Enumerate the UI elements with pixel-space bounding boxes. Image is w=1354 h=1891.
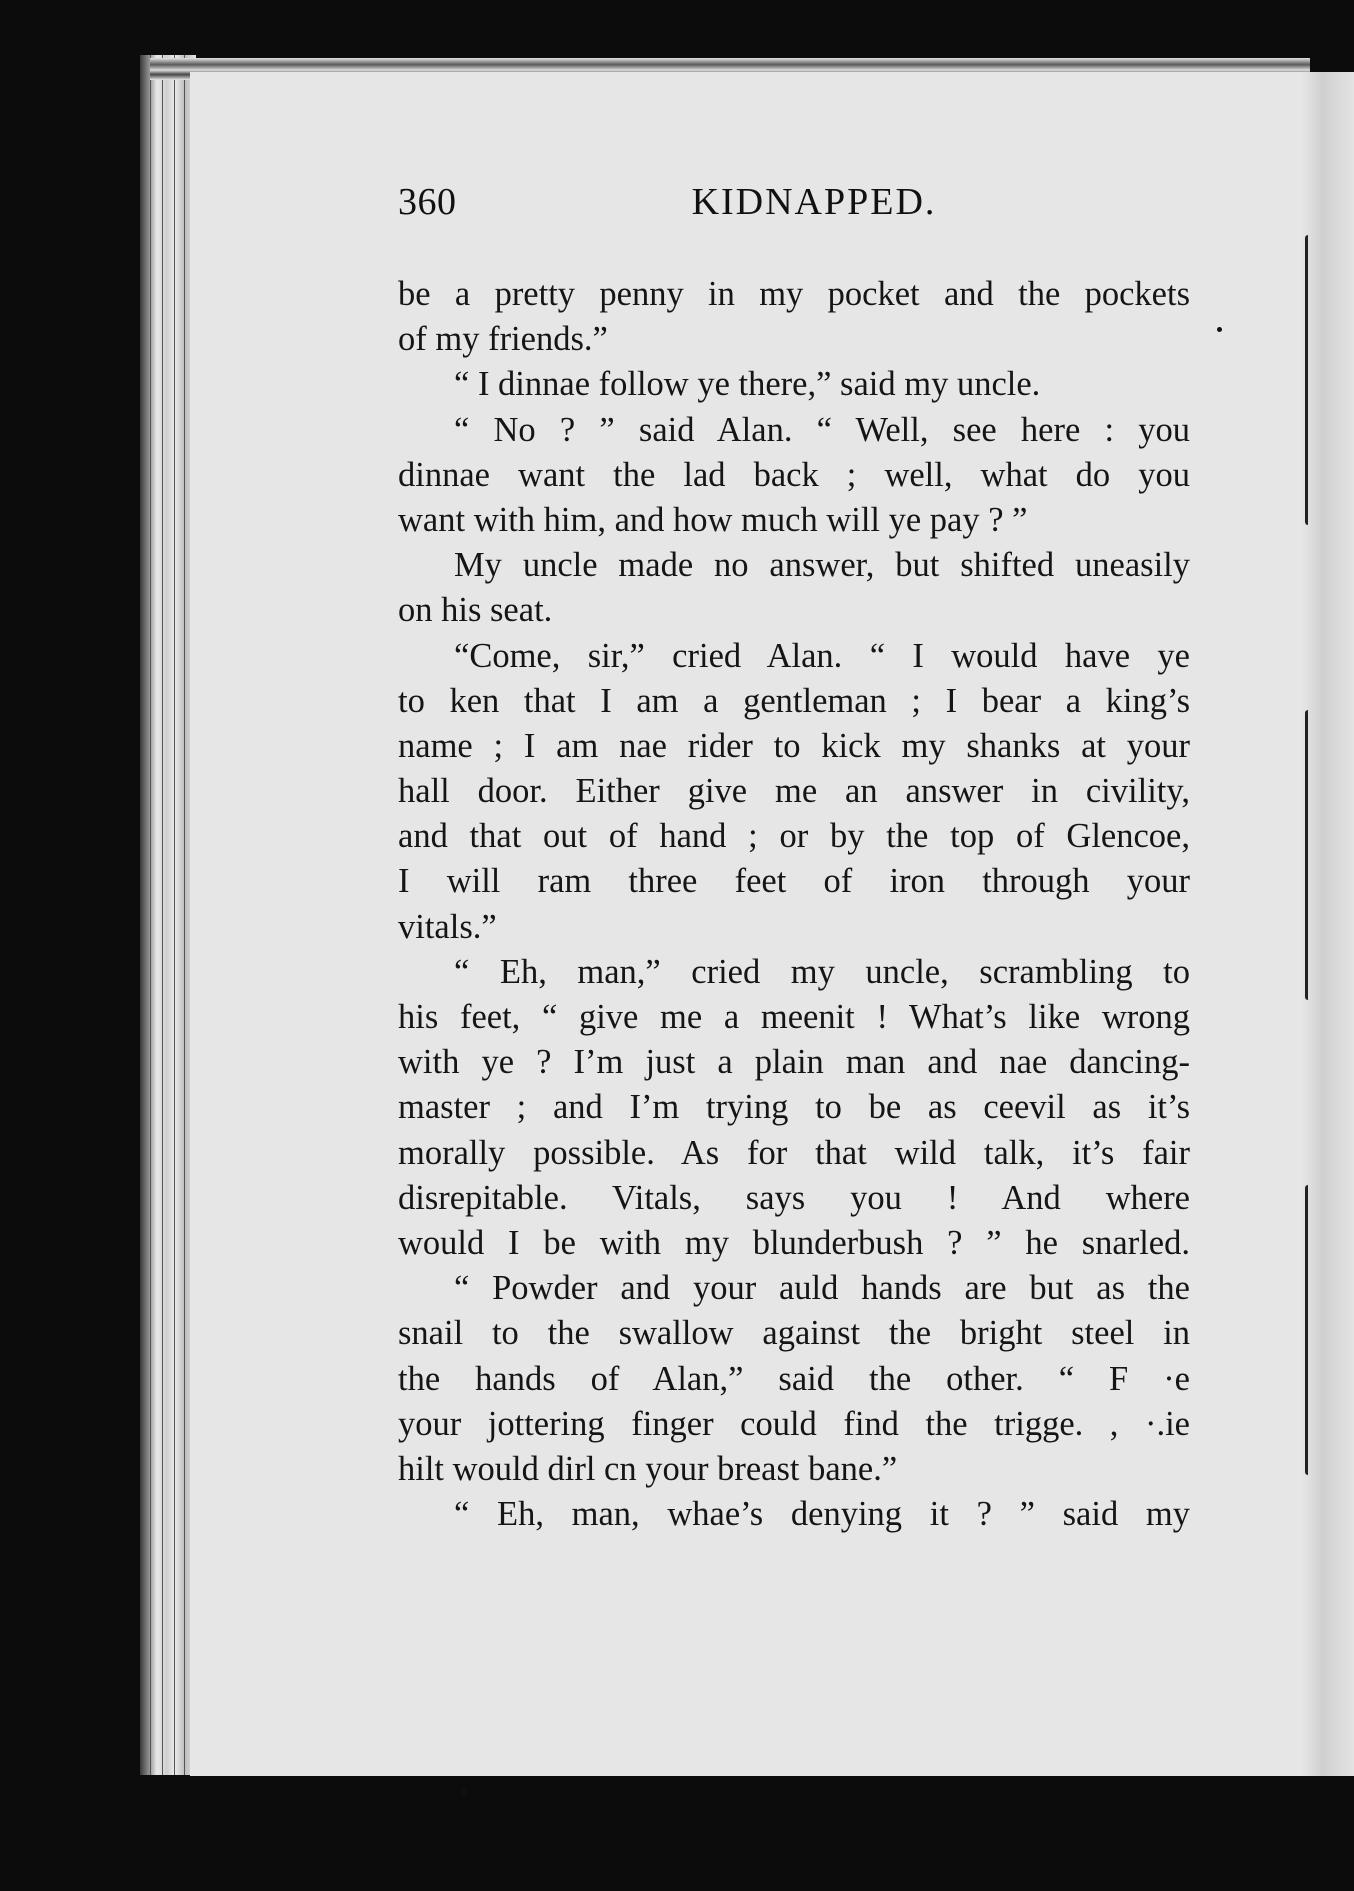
- text-line: of my friends.”: [398, 320, 608, 359]
- page-number: 360: [398, 181, 457, 223]
- text-line: want with him, and how much will ye pay ? ”: [398, 500, 1028, 539]
- text-line: hilt would dirl cn your breast bane.”: [398, 1449, 898, 1488]
- text-line: to ken that I am a gentleman ; I bear a king’s: [398, 681, 1190, 720]
- text-line: name ; I am nae rider to kick my shanks at your: [398, 726, 1190, 765]
- text-line: morally possible. As for that wild talk, it’s fair: [398, 1133, 1190, 1172]
- text-line: be a pretty penny in my pocket and the pockets: [398, 275, 1190, 313]
- running-head: KIDNAPPED.: [691, 181, 937, 223]
- text-line: his feet, “ give me a meenit ! What’s like wrong: [398, 998, 1190, 1036]
- text-line: “ I dinnae follow ye there,” said my uncle.: [454, 365, 1041, 404]
- binding-mark: [1305, 235, 1316, 525]
- text-line: I will ram three feet of iron through your: [398, 862, 1190, 901]
- text-line: would I be with my blunderbush ? ” he snarled.: [398, 1223, 1190, 1262]
- text-line: My uncle made no answer, but shifted uneasily: [454, 546, 1190, 585]
- page-header: [398, 180, 1190, 240]
- text-line: snail to the swallow against the bright steel in: [398, 1314, 1190, 1353]
- book-spine-edge: [140, 55, 196, 1775]
- binding-mark: [1305, 1185, 1316, 1475]
- speck: [461, 1789, 467, 1795]
- text-line: and that out of hand ; or by the top of Glencoe,: [398, 817, 1190, 856]
- text-line: “ Eh, man,” cried my uncle, scrambling to: [454, 952, 1190, 991]
- text-line: “ Powder and your auld hands are but as the: [454, 1269, 1190, 1308]
- text-line: dinnae want the lad back ; well, what do you: [398, 455, 1190, 494]
- binding-mark: [1305, 710, 1316, 1000]
- text-line: disrepitable. Vitals, says you ! And where: [398, 1178, 1190, 1217]
- text-line: master ; and I’m trying to be as ceevil as it’s: [398, 1088, 1190, 1127]
- body-text: [398, 272, 1190, 1537]
- text-line: “Come, sir,” cried Alan. “ I would have ye: [454, 636, 1190, 675]
- text-line: on his seat.: [398, 591, 553, 630]
- text-line: the hands of Alan,” said the other. “ F ·e: [398, 1359, 1190, 1398]
- text-line: “ Eh, man, whae’s denying it ? ” said my: [454, 1495, 1190, 1534]
- speck: [1217, 327, 1222, 332]
- text-line: vitals.”: [398, 907, 497, 946]
- text-line: “ No ? ” said Alan. “ Well, see here : you: [454, 410, 1190, 449]
- text-line: hall door. Either give me an answer in civility,: [398, 772, 1190, 811]
- text-line: with ye ? I’m just a plain man and nae dancing-: [398, 1043, 1190, 1082]
- text-line: your jottering finger could find the trigge. , ·.ie: [398, 1404, 1190, 1443]
